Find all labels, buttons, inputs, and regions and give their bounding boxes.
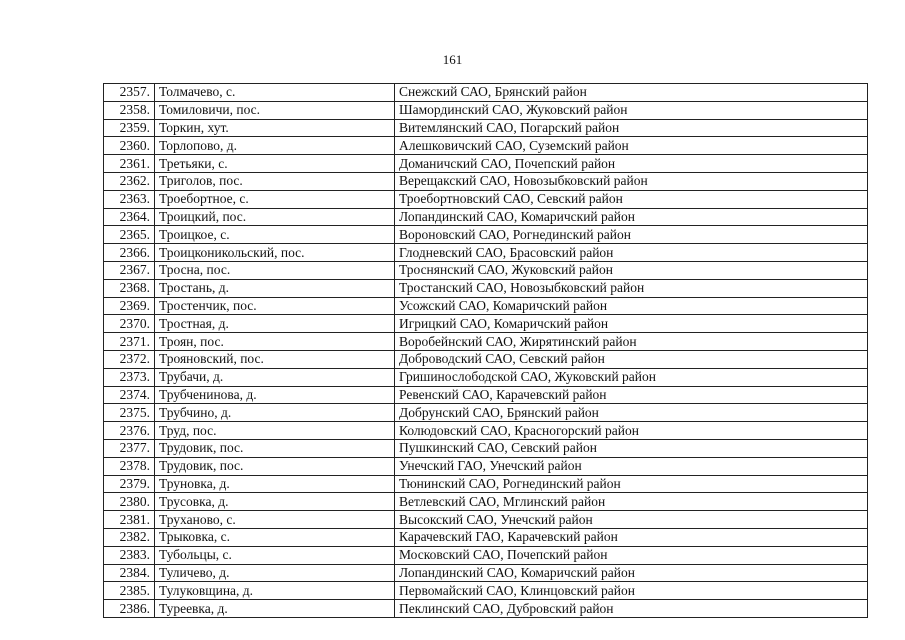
table-row — [104, 261, 868, 279]
district-cell: Лопандинский САО, Комаричский район — [395, 564, 868, 582]
district-cell: Карачевский ГАО, Карачевский район — [395, 528, 868, 546]
district-cell: Троебортновский САО, Севский район — [395, 190, 868, 208]
table-row — [104, 350, 868, 368]
table-row — [104, 119, 868, 137]
table-row — [104, 493, 868, 511]
row-number-cell: 2361. — [104, 155, 155, 173]
district-cell: Алешковичский САО, Суземский район — [395, 137, 868, 155]
table-row — [104, 333, 868, 351]
row-number-cell: 2375. — [104, 404, 155, 422]
row-number-cell: 2362. — [104, 172, 155, 190]
row-number-cell: 2369. — [104, 297, 155, 315]
row-number-cell: 2378. — [104, 457, 155, 475]
settlement-name-cell: Трудовик, пос. — [155, 457, 395, 475]
district-cell: Добрунский САО, Брянский район — [395, 404, 868, 422]
row-number-cell: 2357. — [104, 84, 155, 102]
settlement-name-cell: Троян, пос. — [155, 333, 395, 351]
row-number-cell: 2359. — [104, 119, 155, 137]
settlement-name-cell: Трусовка, д. — [155, 493, 395, 511]
table-row — [104, 422, 868, 440]
row-number-cell: 2365. — [104, 226, 155, 244]
settlement-name-cell: Трудовик, пос. — [155, 439, 395, 457]
row-number-cell: 2374. — [104, 386, 155, 404]
table-row — [104, 564, 868, 582]
table-row — [104, 475, 868, 493]
district-cell: Верещакский САО, Новозыбковский район — [395, 172, 868, 190]
district-cell: Игрицкий САО, Комаричский район — [395, 315, 868, 333]
district-cell: Первомайский САО, Клинцовский район — [395, 582, 868, 600]
settlement-name-cell: Тростная, д. — [155, 315, 395, 333]
table-row — [104, 84, 868, 102]
row-number-cell: 2368. — [104, 279, 155, 297]
row-number-cell: 2377. — [104, 439, 155, 457]
district-cell: Воробейнский САО, Жирятинский район — [395, 333, 868, 351]
table-row — [104, 279, 868, 297]
settlement-name-cell: Торлопово, д. — [155, 137, 395, 155]
table-row — [104, 190, 868, 208]
settlement-name-cell: Третьяки, с. — [155, 155, 395, 173]
table-row — [104, 244, 868, 262]
row-number-cell: 2373. — [104, 368, 155, 386]
district-cell: Снежский САО, Брянский район — [395, 84, 868, 102]
district-cell: Лопандинский САО, Комаричский район — [395, 208, 868, 226]
district-cell: Ревенский САО, Карачевский район — [395, 386, 868, 404]
settlement-name-cell: Триголов, пос. — [155, 172, 395, 190]
district-cell: Тростанский САО, Новозыбковский район — [395, 279, 868, 297]
table-row — [104, 582, 868, 600]
settlement-name-cell: Трубачи, д. — [155, 368, 395, 386]
table-row — [104, 315, 868, 333]
district-cell: Шамординский САО, Жуковский район — [395, 101, 868, 119]
district-cell: Витемлянский САО, Погарский район — [395, 119, 868, 137]
settlement-name-cell: Труханово, с. — [155, 511, 395, 529]
settlement-name-cell: Тростань, д. — [155, 279, 395, 297]
district-cell: Доманичский САО, Почепский район — [395, 155, 868, 173]
settlement-name-cell: Трояновский, пос. — [155, 350, 395, 368]
row-number-cell: 2364. — [104, 208, 155, 226]
district-cell: Колюдовский САО, Красногорский район — [395, 422, 868, 440]
table-row — [104, 226, 868, 244]
settlement-name-cell: Тулуковщина, д. — [155, 582, 395, 600]
table-row — [104, 457, 868, 475]
settlement-name-cell: Троицкий, пос. — [155, 208, 395, 226]
settlement-name-cell: Трубчино, д. — [155, 404, 395, 422]
page-number: 161 — [442, 52, 463, 67]
settlement-name-cell: Толмачево, с. — [155, 84, 395, 102]
settlement-name-cell: Трубченинова, д. — [155, 386, 395, 404]
table-row — [104, 101, 868, 119]
settlement-name-cell: Троицконикольский, пос. — [155, 244, 395, 262]
district-cell: Высокский САО, Унечский район — [395, 511, 868, 529]
table-row — [104, 386, 868, 404]
table-row — [104, 172, 868, 190]
settlement-name-cell: Торкин, хут. — [155, 119, 395, 137]
row-number-cell: 2376. — [104, 422, 155, 440]
table-row — [104, 546, 868, 564]
table-row — [104, 155, 868, 173]
row-number-cell: 2385. — [104, 582, 155, 600]
district-cell: Московский САО, Почепский район — [395, 546, 868, 564]
row-number-cell: 2360. — [104, 137, 155, 155]
table-row — [104, 600, 868, 618]
row-number-cell: 2379. — [104, 475, 155, 493]
district-cell: Тюнинский САО, Рогнединский район — [395, 475, 868, 493]
row-number-cell: 2366. — [104, 244, 155, 262]
district-cell: Вороновский САО, Рогнединский район — [395, 226, 868, 244]
settlement-name-cell: Томиловичи, пос. — [155, 101, 395, 119]
settlement-name-cell: Туреевка, д. — [155, 600, 395, 618]
row-number-cell: 2381. — [104, 511, 155, 529]
table-row — [104, 208, 868, 226]
district-cell: Троснянский САО, Жуковский район — [395, 261, 868, 279]
settlement-name-cell: Труновка, д. — [155, 475, 395, 493]
table-row — [104, 439, 868, 457]
table-row — [104, 404, 868, 422]
row-number-cell: 2367. — [104, 261, 155, 279]
settlement-name-cell: Туличево, д. — [155, 564, 395, 582]
table-row — [104, 137, 868, 155]
settlement-name-cell: Троебортное, с. — [155, 190, 395, 208]
district-cell: Ветлевский САО, Мглинский район — [395, 493, 868, 511]
row-number-cell: 2363. — [104, 190, 155, 208]
settlement-name-cell: Троицкое, с. — [155, 226, 395, 244]
district-cell: Унечский ГАО, Унечский район — [395, 457, 868, 475]
settlement-name-cell: Тубольцы, с. — [155, 546, 395, 564]
table-row — [104, 511, 868, 529]
settlement-name-cell: Тростенчик, пос. — [155, 297, 395, 315]
settlement-name-cell: Трыковка, с. — [155, 528, 395, 546]
district-cell: Гришинослободской САО, Жуковский район — [395, 368, 868, 386]
settlement-name-cell: Тросна, пос. — [155, 261, 395, 279]
row-number-cell: 2386. — [104, 600, 155, 618]
district-cell: Доброводский САО, Севский район — [395, 350, 868, 368]
row-number-cell: 2382. — [104, 528, 155, 546]
district-cell: Глодневский САО, Брасовский район — [395, 244, 868, 262]
district-cell: Усожский САО, Комаричский район — [395, 297, 868, 315]
row-number-cell: 2371. — [104, 333, 155, 351]
table-row — [104, 528, 868, 546]
district-cell: Пеклинский САО, Дубровский район — [395, 600, 868, 618]
district-cell: Пушкинский САО, Севский район — [395, 439, 868, 457]
row-number-cell: 2358. — [104, 101, 155, 119]
table-row — [104, 297, 868, 315]
table-body — [104, 84, 868, 618]
settlement-name-cell: Труд, пос. — [155, 422, 395, 440]
settlement-table — [103, 83, 868, 618]
row-number-cell: 2370. — [104, 315, 155, 333]
table-row — [104, 368, 868, 386]
row-number-cell: 2383. — [104, 546, 155, 564]
row-number-cell: 2380. — [104, 493, 155, 511]
row-number-cell: 2384. — [104, 564, 155, 582]
row-number-cell: 2372. — [104, 350, 155, 368]
